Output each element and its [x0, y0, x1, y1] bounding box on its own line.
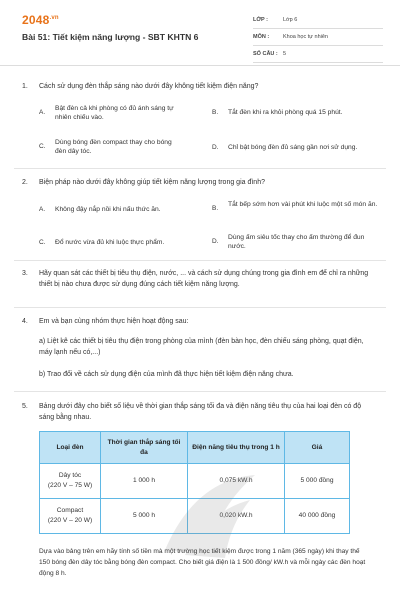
option-text: Không đậy nắp nồi khi nấu thức ăn.	[55, 206, 161, 213]
meta-info	[253, 12, 383, 63]
table-row	[40, 499, 350, 534]
table-row	[40, 464, 350, 499]
divider	[14, 307, 386, 308]
table-cell	[40, 499, 101, 534]
question-5-instructions: Dựa vào bảng trên em hãy tính số tiền mà một trường học tiết kiệm được trong 1 năm (365 ngày) khi thay thế 150 bóng đèn dây tóc bằng bóng đèn compact. Cho biết giá điện là 1 500 đồng/ kW.h và mỗi ngày các đèn hoạt động 8 h.	[39, 548, 366, 577]
option-text: Dùng ấm siêu tốc thay cho ấm thường để đun nước.	[228, 234, 365, 250]
page-title: Bài 51: Tiết kiệm năng lượng - SBT KHTN 6	[22, 32, 199, 42]
option-key: A.	[39, 206, 46, 213]
question-4-part-a	[39, 336, 373, 358]
option-key: B.	[212, 205, 219, 212]
meta-row-subject	[253, 29, 383, 46]
option-key: A.	[39, 109, 46, 116]
option-text: Tắt đèn khi ra khỏi phòng quá 15 phút.	[228, 109, 343, 116]
part-text: b) Trao đổi về cách sử dụng điện của mình đã thực hiện tiết kiệm điện năng chưa.	[39, 371, 294, 378]
question-number: 5.	[22, 403, 28, 410]
question-number: 3.	[22, 270, 28, 277]
column-header: Điện năng tiêu thụ trong 1 h	[188, 432, 285, 464]
lamp-spec: (220 V – 20 W)	[47, 517, 93, 524]
lamp-name: Compact	[56, 507, 84, 514]
divider	[14, 391, 386, 392]
option-text: Dùng bóng đèn compact thay cho bóng đèn dây tóc.	[55, 139, 172, 155]
table-cell: 5 000 đồng	[285, 464, 350, 499]
meta-label: LỚP :	[253, 17, 268, 23]
question-text: Cách sử dụng đèn thắp sáng nào dưới đây không tiết kiệm điện năng?	[39, 83, 259, 90]
question-number: 4.	[22, 318, 28, 325]
meta-row-count	[253, 46, 383, 63]
divider	[14, 260, 386, 261]
lamp-name: Dây tóc	[58, 472, 82, 479]
question-number: 2.	[22, 179, 28, 186]
option-key: D.	[212, 144, 219, 151]
divider	[14, 168, 386, 169]
question-4-part-b	[39, 369, 373, 380]
question-number: 1.	[22, 83, 28, 90]
column-header: Giá	[285, 432, 350, 464]
question-text: Em và bạn cùng nhóm thực hiện hoạt động sau:	[39, 318, 189, 325]
table-cell: 40 000 đồng	[285, 499, 350, 534]
page-header	[0, 0, 400, 64]
question-text: Hãy quan sát các thiết bị tiêu thụ điện, nước, ... và cách sử dụng chúng trong gia đình em để chỉ ra những thiết bị nào chưa được sử dụng đúng cách tiết kiệm năng lượng.	[39, 270, 369, 288]
column-header: Thời gian thắp sáng tối đa	[101, 432, 188, 464]
meta-value: Lớp 6	[283, 17, 298, 23]
option-key: C.	[39, 239, 46, 246]
meta-label: MÔN :	[253, 34, 270, 40]
table-cell: 5 000 h	[101, 499, 188, 534]
table-cell: 0,075 kW.h	[188, 464, 285, 499]
header-divider	[0, 65, 400, 66]
meta-value: Khoa học tự nhiên	[283, 34, 328, 40]
meta-row-grade	[253, 12, 383, 29]
question-text: Biện pháp nào dưới đây không giúp tiết kiệm năng lượng trong gia đình?	[39, 179, 265, 186]
lamp-comparison-table	[39, 431, 350, 534]
table-cell: 1 000 h	[101, 464, 188, 499]
table-cell: 0,020 kW.h	[188, 499, 285, 534]
lamp-spec: (220 V – 75 W)	[47, 482, 93, 489]
option-text: Chỉ bật bóng đèn đủ sáng gần nơi sử dụng.	[228, 144, 358, 151]
question-text: Bảng dưới đây cho biết số liệu về thời gian thắp sáng tối đa và điện năng tiêu thụ của hai loại đèn có độ sáng bằng nhau.	[39, 403, 362, 421]
option-text: Bật đèn cả khi phòng có đủ ánh sáng tự nhiên chiếu vào.	[55, 105, 174, 121]
meta-value: 5	[283, 51, 287, 57]
site-logo[interactable]: $2048^{.vn}$	[22, 13, 59, 27]
option-key: D.	[212, 238, 219, 245]
part-text: a) Liệt kê các thiết bị tiêu thụ điện trong phòng của mình (đèn bàn học, đèn chiếu sáng phòng, quạt điện, máy lạnh nếu có,...)	[39, 338, 364, 356]
table-cell	[40, 464, 101, 499]
option-key: C.	[39, 143, 46, 150]
meta-label: SỐ CÂU :	[253, 51, 278, 57]
column-header: Loại đèn	[40, 432, 101, 464]
option-key: B.	[212, 109, 219, 116]
option-text: Tắt bếp sớm hơn vài phút khi luộc một số món ăn.	[228, 201, 378, 208]
option-text: Đổ nước vừa đủ khi luộc thực phẩm.	[55, 239, 165, 246]
table-header-row	[40, 432, 350, 464]
